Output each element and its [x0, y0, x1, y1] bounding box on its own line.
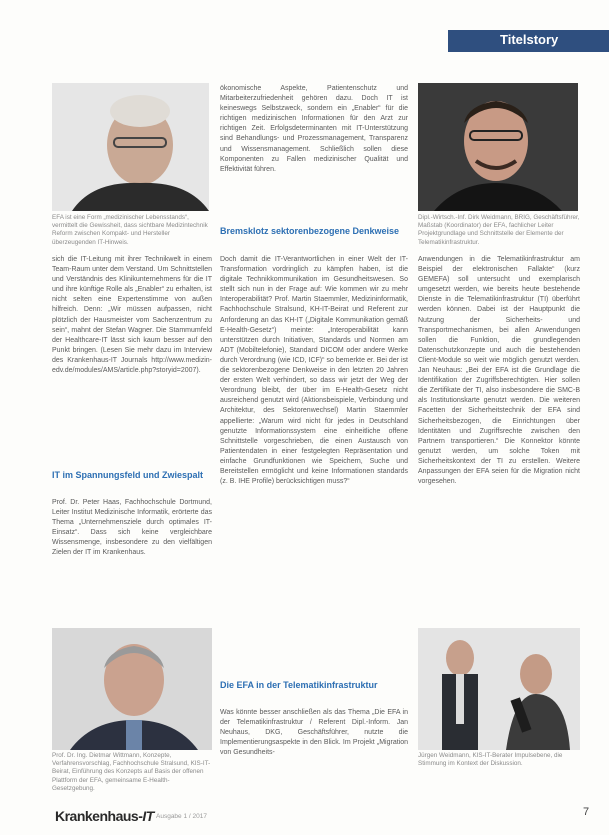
paragraph: sich die IT-Leitung mit ihrer Technikwelt in einem Team-Raum unter dem Verstand. Um Schnittstellen und Verständnis des Klinikunternehmens für die IT und ihre künftige Rolle als „Enabler“ zu erhalten, ist nicht selten eine Expertenstimme von außen hilfreich. Denn: „Wir müssen aufpassen, nicht plötzlich der Hausmeister vom Sachenzentrum zu sein“, mahnt der Stefan Wagner. Die Stammumfeld der Healthcare-IT lässt sich kaum besser auf den Punkt bringen. (Lesen Sie mehr dazu im Interview des Krankenhaus-IT Journals http://www.medizin-edv.de/modules/AMS/article.php?storyid=2007). [52, 256, 212, 375]
article-column [220, 708, 408, 780]
photo-speaker-bottom-left [52, 628, 212, 750]
logo-text: Krankenhaus- [55, 808, 143, 824]
photo-caption: Jürgen Weidmann, KIS-IT-Berater Impulsebene, die Stimmung im Kontext der Diskussion. [418, 752, 563, 768]
photo-speaker-top-right [418, 83, 578, 211]
speaker-photo-image [418, 628, 580, 750]
photo-caption: Prof. Dr. Ing. Dietmar Wittmann, Konzepte, Verfahrensvorschlag, Fachhochschule Stralsund, KIS-IT-Beirat, Einführung des Konzepts auf Basis der offenen Plattform der EFA, gemeinsame E-Health-Gesetzgebung. [52, 752, 211, 792]
section-heading: Die EFA in der Telematikinfrastruktur [220, 680, 378, 690]
article-column [52, 498, 212, 622]
section-title: Titelstory [500, 32, 559, 47]
photo-caption: Dipl.-Wirtsch.-Inf. Dirk Weidmann, BRIG, Geschäftsführer, Maßstab (Koordinator) der EFA, fachlicher Leiter Projektgrundlage und Schnittstelle der Elemente der Telematikinfrastruktur. [418, 214, 580, 246]
page-number: 7 [583, 806, 590, 818]
speaker-photo-image [52, 628, 212, 750]
section-heading: IT im Spannungsfeld und Zwiespalt [52, 470, 204, 480]
section-heading: Bremsklotz sektorenbezogene Denkweise [220, 226, 400, 236]
paragraph: Anwendungen in die Telematikinfrastruktur am Beispiel der elektronischen Fallakte“ (kurz GEMEFA) soll untersucht und exemplarisch umgesetzt werden, wie bereits heute bestehende Dienste in die Telematikinfrastruktur (TI) überführt werden können. Dabei ist der Hauptpunkt die Nutzung der Sicherheits- und Transportmechanismen, bei allen Anwendungen sollen die Funktion, die grundlegenden Datenschutzkonzepte und auch die bestehenden Client-Module so weit wie möglich genutzt werden. Jan Neuhaus: „Bei der EFA ist die Grundlage die Identifikation der Zugriffsberechtigten. Hier sollen die Zertifikate der TI, also insbesondere die SMC-B als Institutionskarte genutzt werden. Die weiteren Facetten der Sicherheitstechnik der EFA sind Sicherheitsbezogen, die Einrichtungen über Identitäten und Zugriffsrechte zwischen den Partnern transportieren.“ Die Konnektor könnte genutzt werden, um solche Token mit Sicherheitskontext der TI zu erstellen. Weitere Anpassungen der EFA seien für die Migration nicht vorgesehen. [418, 256, 580, 486]
photo-speaker-top-left [52, 83, 209, 211]
paragraph: Doch damit die IT-Verantwortlichen in einer Welt der IT-Transformation vordringlich zu kämpfen haben, ist die digitale Technikkommunikation im Gesundheitswesen. So stellt sich nun in der Frage auf: Wie kommen wir zu mehr Interoperabilität? Prof. Martin Staemmler, Medizininformatik, Fachhochschule Stralsund, KH-IT-Beirat und Referent zur Anforderung an das KH-IT („Digitale Kommunikation gemäß E-Health-Gesetz“) meinte: „Interoperabilität kann unterstützen durch Initiativen, Standards und Normen am ADT (Mobiltelefonie), Standard DICOM oder andere Werke durch Verordnung (wie ICD, ICF)“ so bemerkte er. Bei der ist die sektorenbezogene Denkweise in den letzten 20 Jahren der ersten Welt verhindert, so dass wir jetzt der Weg der Verordnung bleibt, der über im E-Health-Gesetz nicht ausreichend genutzt wird (Aktionsbeispiele, Verbindung und Architektur, des Sektorenwechsel) Martin Staemmler appellierte: „Warum wird nicht für jedes in Deutschland genutzte Informationssystem eine einheitliche offene Schnittstelle vorgeschrieben, die einen Austausch von Patientendaten in einer festgelegten Repräsentation und einfache Grundfunktionen wie Speichern, Suche und Bereitstellen ermöglicht und keine Informationen standards (z. B. IHE Profile) berücksichtigen muss?“ [220, 256, 408, 486]
article-column [220, 255, 408, 673]
speaker-photo-image [52, 83, 209, 211]
article-column [220, 84, 408, 244]
photo-caption: EFA ist eine Form „medizinischer Lebensstands“, vermittelt die Gewissheit, dass sichtbare Medizintechnik Reform zwischen Kompakt‑ und Hersteller überzeugenden IT-Hinweis. [52, 214, 208, 246]
paragraph: Was könnte besser anschließen als das Thema „Die EFA in der Telematikinfrastruktur / Referent Dipl.-Inform. Jan Neuhaus, DKG, Geschäftsführer, nutzte die Implementierungsaspekte in den Blick. Im Projekt „Migration von Gesundheits- [220, 709, 408, 757]
article-column [52, 255, 212, 469]
logo-text-it: IT [142, 808, 154, 824]
publication-logo [55, 808, 154, 824]
paragraph: Prof. Dr. Peter Haas, Fachhochschule Dortmund, Leiter Institut Medizinische Informatik, erörterte das Thema „Unternehmensziele durch optimales IT-Einsatz“. Dass sich keine vergleichbare Wissensmenge, insbesondere zu den vielfältigen Zielen der IT im Krankenhaus. [52, 499, 212, 557]
issue-label: Ausgabe 1 / 2017 [156, 813, 207, 820]
paragraph: ökonomische Aspekte, Patientenschutz und Mitarbeiterzufriedenheit gehören dazu. Doch IT ist keineswegs Selbstzweck, sondern ein „Enabler“ für die richtigen medizinischen Informationen für den Arzt zur richtigen Zeit. Erfolgsdeterminanten mit IT-Unterstützung sind Behandlungs- und Prozessmanagement, Transparenz und Wissensmanagement. Schließlich sollen diese Komponenten zu Fallen medizinischer Qualität und Effektivität führen. [220, 85, 408, 173]
speaker-photo-image [418, 83, 578, 211]
article-column [418, 255, 580, 623]
photo-speakers-bottom-right [418, 628, 580, 750]
